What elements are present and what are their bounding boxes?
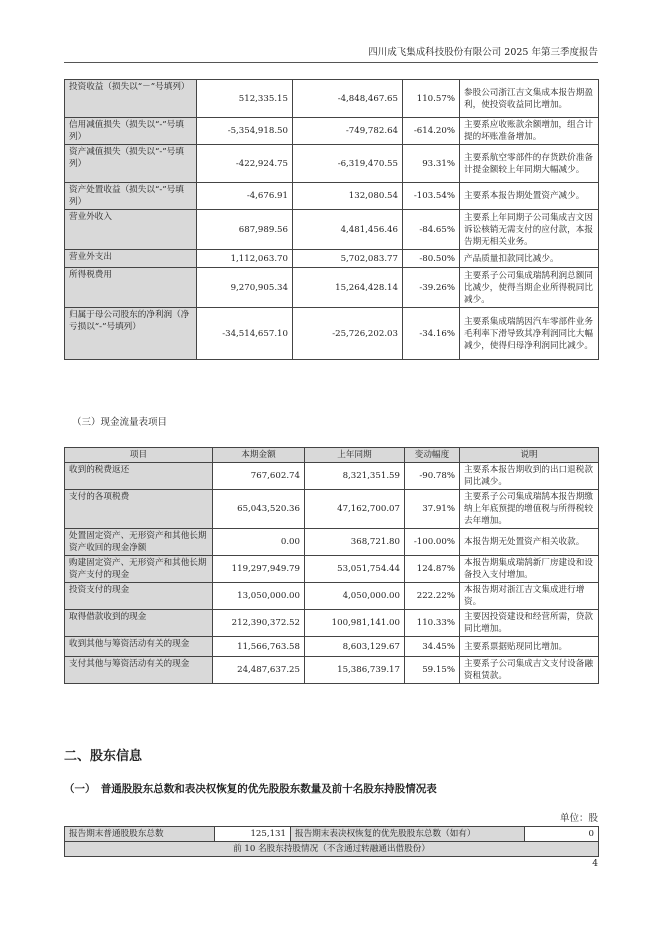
cell-note: 本报告期集成瑞鹄新厂房建设和设备投入支付增加。	[460, 556, 599, 583]
cell-note: 主要系本报告期处置资产减少。	[460, 183, 599, 210]
cell-item: 投资收益（损失以“－”号填列）	[65, 80, 197, 118]
table-row	[65, 118, 599, 145]
cell-prior: 15,264,428.14	[293, 268, 403, 308]
total-shareholders-value: 125,131	[215, 827, 291, 842]
cell-item: 支付其他与筹资活动有关的现金	[65, 657, 213, 684]
cell-prior: 5,702,083.77	[293, 250, 403, 268]
cell-note: 主要系航空零部件的存货跌价准备计提金额较上年同期大幅减少。	[460, 145, 599, 183]
cell-prior: 4,481,456.46	[293, 210, 403, 250]
cell-item: 资产处置收益（损失以“-”号填列）	[65, 183, 197, 210]
top10-header-row	[65, 842, 599, 857]
table-row	[65, 268, 599, 308]
cell-prior: 53,051,754.44	[305, 556, 405, 583]
cell-note: 参股公司浙江吉文集成本报告期盈利，使投资收益同比增加。	[460, 80, 599, 118]
header-note: 说明	[460, 448, 599, 463]
cell-prior: -25,726,202.03	[293, 308, 403, 360]
cell-current: -34,514,657.10	[197, 308, 293, 360]
cell-change: -614.20%	[403, 118, 460, 145]
cell-change: 93.31%	[403, 145, 460, 183]
cashflow-table	[64, 447, 599, 684]
cell-prior: 47,162,700.07	[305, 490, 405, 529]
cell-note: 主要系子公司集成吉文支付设备融资租赁款。	[460, 657, 599, 684]
cell-note: 主要系子公司集成瑞鹄本报告期缴纳上年底预提的增值税与所得税较去年增加。	[460, 490, 599, 529]
table-row	[65, 490, 599, 529]
header-rule	[64, 62, 598, 63]
section-subtitle: （一） 普通股股东总数和表决权恢复的优先股股东数量及前十名股东持股情况表	[64, 783, 437, 795]
cell-note: 主要系应收账款余额增加，组合计提的坏账准备增加。	[460, 118, 599, 145]
table-row	[65, 529, 599, 556]
page-number: 4	[592, 859, 598, 869]
cell-change: -80.50%	[403, 250, 460, 268]
cell-prior: -4,848,467.65	[293, 80, 403, 118]
cell-current: -5,354,918.50	[197, 118, 293, 145]
cell-current: 687,989.56	[197, 210, 293, 250]
cell-note: 本报告期对浙江吉文集成进行增资。	[460, 583, 599, 610]
cell-prior: 368,721.80	[305, 529, 405, 556]
cell-prior: 8,603,129.67	[305, 637, 405, 657]
cell-item: 所得税费用	[65, 268, 197, 308]
cell-prior: 132,080.54	[293, 183, 403, 210]
cashflow-header-row	[65, 448, 599, 463]
cell-note: 主要系票据贴现同比增加。	[460, 637, 599, 657]
total-shareholders-label: 报告期末普通股股东总数	[65, 827, 215, 842]
cell-current: 767,602.74	[213, 463, 305, 490]
cell-note: 产品质量扣款同比减少。	[460, 250, 599, 268]
cell-current: 9,270,905.34	[197, 268, 293, 308]
cell-change: 222.22%	[405, 583, 460, 610]
cell-item: 购建固定资产、无形资产和其他长期资产支付的现金	[65, 556, 213, 583]
cell-note: 主要因投资建设和经营所需，贷款同比增加。	[460, 610, 599, 637]
cell-change: -84.65%	[403, 210, 460, 250]
cell-current: -422,924.75	[197, 145, 293, 183]
cell-prior: 4,050,000.00	[305, 583, 405, 610]
cell-prior: 8,321,351.59	[305, 463, 405, 490]
table-row	[65, 210, 599, 250]
header-item: 项目	[65, 448, 213, 463]
header-change: 变动幅度	[405, 448, 460, 463]
cell-current: -4,676.91	[197, 183, 293, 210]
cell-change: 110.33%	[405, 610, 460, 637]
cell-item: 营业外支出	[65, 250, 197, 268]
cell-change: -100.00%	[405, 529, 460, 556]
cell-change: 110.57%	[403, 80, 460, 118]
section-title: 二、股东信息	[64, 749, 143, 764]
cell-change: -34.16%	[403, 308, 460, 360]
table-row	[65, 610, 599, 637]
table-row	[65, 250, 599, 268]
cell-item: 归属于母公司股东的净利润（净亏损以“-”号填列）	[65, 308, 197, 360]
cell-current: 65,043,520.36	[213, 490, 305, 529]
cell-current: 119,297,949.79	[213, 556, 305, 583]
cell-current: 11,566,763.58	[213, 637, 305, 657]
table-row	[65, 308, 599, 360]
cell-note: 主要系上年同期子公司集成吉文因诉讼核销无需支付的应付款，本报告期无相关业务。	[460, 210, 599, 250]
table-row	[65, 463, 599, 490]
table-row	[65, 80, 599, 118]
table-row	[65, 583, 599, 610]
shareholder-table	[64, 826, 599, 857]
cell-prior: -749,782.64	[293, 118, 403, 145]
cell-current: 212,390,372.52	[213, 610, 305, 637]
cell-item: 信用减值损失（损失以“-”号填列）	[65, 118, 197, 145]
table-row	[65, 183, 599, 210]
cell-change: 37.91%	[405, 490, 460, 529]
cell-change: 124.87%	[405, 556, 460, 583]
cell-change: -103.54%	[403, 183, 460, 210]
cell-note: 本报告期无处置资产相关收款。	[460, 529, 599, 556]
cell-change: 34.45%	[405, 637, 460, 657]
table-row	[65, 637, 599, 657]
cell-note: 主要系子公司集成瑞鹄利润总额同比减少，使得当期企业所得税同比减少。	[460, 268, 599, 308]
cell-prior: -6,319,470.55	[293, 145, 403, 183]
table-row	[65, 657, 599, 684]
shareholder-total-row	[65, 827, 599, 842]
cell-current: 24,487,637.25	[213, 657, 305, 684]
preferred-shareholders-label: 报告期末表决权恢复的优先股股东总数（如有）	[291, 827, 525, 842]
cell-current: 0.00	[213, 529, 305, 556]
cell-current: 512,335.15	[197, 80, 293, 118]
cell-item: 资产减值损失（损失以“-”号填列）	[65, 145, 197, 183]
cell-item: 处置固定资产、无形资产和其他长期资产收回的现金净额	[65, 529, 213, 556]
cell-item: 取得借款收到的现金	[65, 610, 213, 637]
header-prior: 上年同期	[305, 448, 405, 463]
cell-prior: 15,386,739.17	[305, 657, 405, 684]
cell-change: -39.26%	[403, 268, 460, 308]
income-statement-table	[64, 79, 599, 360]
cell-prior: 100,981,141.00	[305, 610, 405, 637]
cell-change: 59.15%	[405, 657, 460, 684]
cell-note: 主要系集成瑞鹄因汽车零部件业务毛利率下滑导致其净利润同比大幅减少，使得归母净利润同比减少。	[460, 308, 599, 360]
top10-shareholders-label: 前 10 名股东持股情况（不含通过转融通出借股份）	[65, 842, 599, 857]
table-row	[65, 145, 599, 183]
cell-item: 营业外收入	[65, 210, 197, 250]
cell-item: 收到其他与筹资活动有关的现金	[65, 637, 213, 657]
cashflow-caption: （三）现金流量表项目	[72, 417, 168, 428]
unit-label: 单位：股	[559, 813, 598, 824]
table-row	[65, 556, 599, 583]
cell-change: -90.78%	[405, 463, 460, 490]
report-header: 四川成飞集成科技股份有限公司 2025 年第三季度报告	[368, 47, 598, 58]
cell-item: 收到的税费返还	[65, 463, 213, 490]
cell-current: 13,050,000.00	[213, 583, 305, 610]
cell-item: 投资支付的现金	[65, 583, 213, 610]
preferred-shareholders-value: 0	[525, 827, 599, 842]
cell-item: 支付的各项税费	[65, 490, 213, 529]
header-current: 本期金额	[213, 448, 305, 463]
cell-note: 主要系本报告期收到的出口退税款同比减少。	[460, 463, 599, 490]
cell-current: 1,112,063.70	[197, 250, 293, 268]
